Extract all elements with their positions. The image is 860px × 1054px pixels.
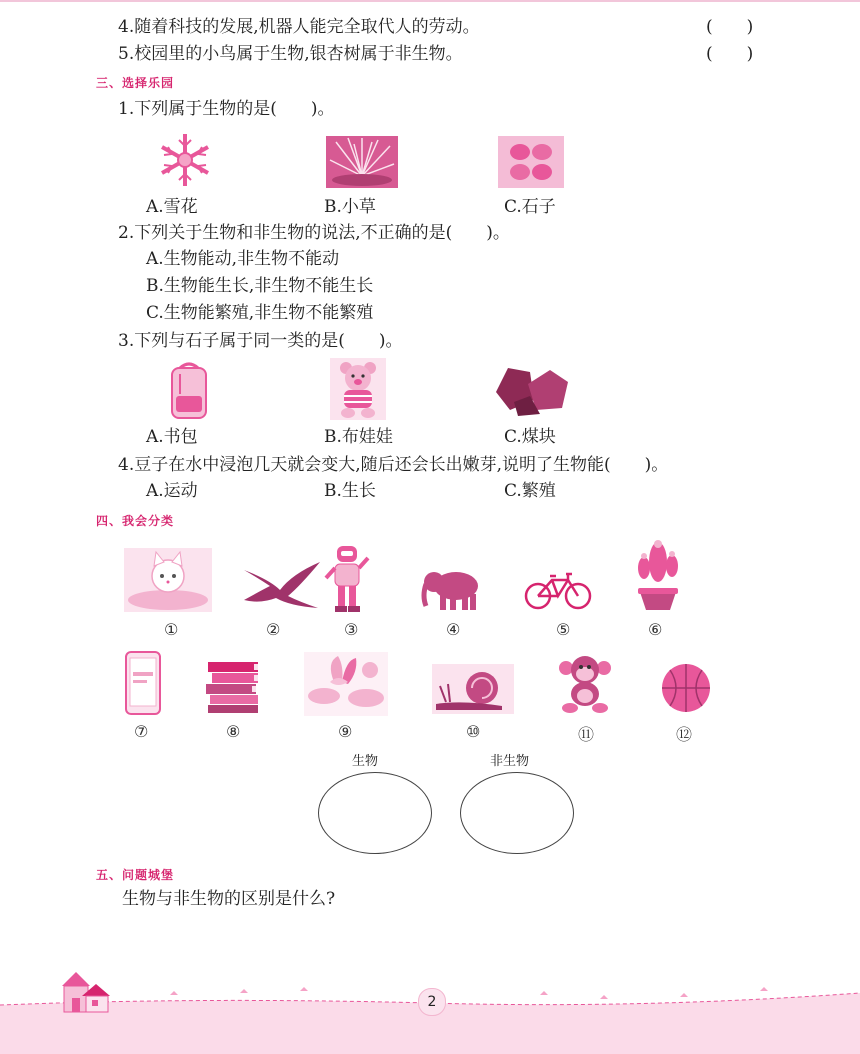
q2-option-c[interactable]: C.生物能繁殖,非生物不能繁殖 [146,303,374,323]
item-number-10: ⑩ [466,722,481,741]
category-label-living: 生物 [352,754,379,769]
item-number-5: ⑤ [556,620,571,639]
schoolbag-image [166,360,212,422]
item-number-8: ⑧ [226,722,241,741]
house-icon [56,972,118,1016]
q1-option-c[interactable]: C.石子 [504,197,556,217]
q4-option-c[interactable]: C.繁殖 [504,481,556,501]
judge-item-4: 4.随着科技的发展,机器人能完全取代人的劳动。 [118,17,480,37]
question-1-stem: 1.下列属于生物的是( )。 [118,99,335,119]
item-number-4: ④ [446,620,461,639]
swallow-image [240,560,322,612]
q4-option-b[interactable]: B.生长 [324,481,376,501]
question-4-stem: 4.豆子在水中浸泡几天就会变大,随后还会长出嫩芽,说明了生物能( )。 [118,455,669,475]
snowflake-image [152,130,218,190]
question-3-stem: 3.下列与石子属于同一类的是( )。 [118,331,403,351]
kitten-image [124,548,212,612]
q3-option-b[interactable]: B.布娃娃 [324,427,393,447]
item-number-12: ⑫ [676,725,693,744]
cactus-image [630,538,686,612]
nonliving-answer-oval[interactable] [460,772,574,854]
stones-image [498,136,564,188]
living-answer-oval[interactable] [318,772,432,854]
phone-image [124,650,162,716]
judge-answer-5[interactable]: ( ) [706,44,754,64]
item-number-9: ⑨ [338,722,353,741]
q1-option-b[interactable]: B.小草 [324,197,376,217]
q3-option-a[interactable]: A.书包 [146,427,198,447]
books-image [204,660,262,714]
q2-option-a[interactable]: A.生物能动,非生物不能动 [146,249,340,269]
q1-option-a[interactable]: A.雪花 [146,197,198,217]
robot-image [324,544,370,614]
item-number-1: ① [164,620,179,639]
item-number-3: ③ [344,620,359,639]
q3-option-c[interactable]: C.煤块 [504,427,556,447]
basketball-image [660,662,712,714]
teddy-bear-image [330,358,386,420]
q2-option-b[interactable]: B.生物能生长,非生物不能生长 [146,276,374,296]
open-question: 生物与非生物的区别是什么? [122,889,336,909]
item-number-7: ⑦ [134,722,149,741]
item-number-11: ⑪ [578,725,595,744]
elephant-image [420,566,484,612]
lotus-image [304,652,388,716]
category-label-nonliving: 非生物 [490,754,530,769]
snail-image [432,664,514,714]
q4-option-a[interactable]: A.运动 [146,481,198,501]
item-number-2: ② [266,620,281,639]
section-title-classify: 四、我会分类 [96,514,175,528]
grass-image [326,136,398,188]
page-number: 2 [418,988,446,1016]
section-title-choice: 三、选择乐园 [96,76,175,90]
toy-monkey-image [556,654,614,714]
coal-image [490,362,572,418]
top-border [0,0,860,2]
judge-item-5: 5.校园里的小鸟属于生物,银杏树属于非生物。 [118,44,463,64]
section-title-question-castle: 五、问题城堡 [96,868,175,882]
bicycle-image [524,566,592,612]
item-number-6: ⑥ [648,620,663,639]
judge-answer-4[interactable]: ( ) [706,17,754,37]
question-2-stem: 2.下列关于生物和非生物的说法,不正确的是( )。 [118,223,510,243]
